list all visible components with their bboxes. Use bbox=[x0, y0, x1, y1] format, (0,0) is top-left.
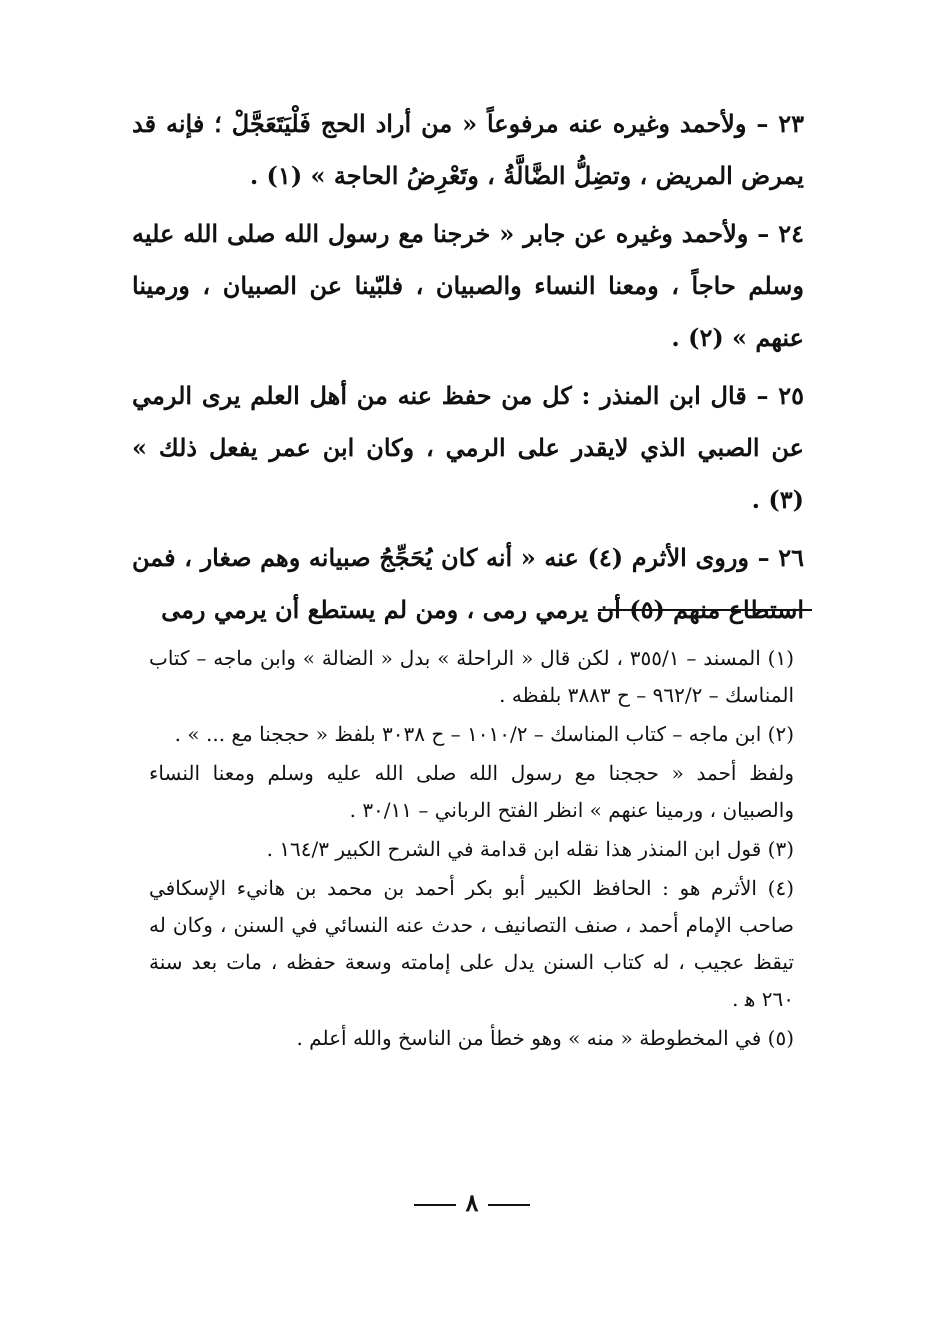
page-number-value: ٨ bbox=[465, 1188, 479, 1217]
page-number-dash-left bbox=[488, 1204, 530, 1206]
footnote-2: (٢) ابن ماجه – كتاب المناسك – ١٠١٠/٢ – ح ٣٠٣٨ بلفظ « حججنا مع ... » . bbox=[174, 722, 794, 746]
paragraph-25: ٢٥ – قال ابن المنذر : كل من حفظ عنه من أهل العلم يرى الرمي عن الصبي الذي لايقدر على الرمي ، وكان ابن عمر يفعل ذلك » (٣) . bbox=[132, 381, 804, 514]
page-number bbox=[0, 1188, 944, 1217]
page-number-dash-right bbox=[414, 1204, 456, 1206]
footnote-4: (٤) الأثرم هو : الحافظ الكبير أبو بكر أحمد بن محمد بن هانيء الإسكافي صاحب الإمام أحمد ، صنف التصانيف ، حدث عنه النسائي في السنن ، وكان له تيقظ عجيب ، له كتاب السنن يدل على إمامته وسعة حفظه ، مات بعد سنة ٢٦٠ ﻫ . bbox=[149, 876, 794, 1011]
paragraph-24: ٢٤ – ولأحمد وغيره عن جابر « خرجنا مع رسول الله صلى الله عليه وسلم حاجاً ، ومعنا النساء والصبيان ، فلبّينا عن الصبيان ، ورمينا عنهم » (٢) . bbox=[132, 219, 804, 352]
footnotes bbox=[149, 640, 794, 1059]
footnote-2-continued: ولفظ أحمد « حججنا مع رسول الله صلى الله عليه وسلم ومعنا النساء والصبيان ، ورمينا عنهم » انظر الفتح الرباني – ٣٠/١١ . bbox=[149, 761, 794, 822]
paragraph-26: ٢٦ – وروى الأثرم (٤) عنه « أنه كان يُحَجِّجُ صبيانه وهم صغار ، فمن استطاع منهم (٥) أن يرمي رمى ، ومن لم يستطع أن يرمي رمى bbox=[132, 543, 804, 624]
footnote-1: (١) المسند – ٣٥٥/١ ، لكن قال « الراحلة » بدل « الضالة » وابن ماجه – كتاب المناسك – ٩٦٢/٢ – ح ٣٨٨٣ بلفظه . bbox=[149, 646, 795, 707]
paragraph-23: ٢٣ – ولأحمد وغيره عنه مرفوعاً « من أراد الحج فَلْيَتَعَجَّلْ ؛ فإنه قد يمرض المريض ، وتضِلُّ الضَّالَّةُ ، وتَعْرِضُ الحاجة » (١) . bbox=[132, 109, 804, 190]
footnote-divider bbox=[598, 609, 812, 611]
main-text bbox=[132, 98, 804, 642]
footnote-3: (٣) قول ابن المنذر هذا نقله ابن قدامة في الشرح الكبير ١٦٤/٣ . bbox=[266, 837, 794, 861]
footnote-5: (٥) في المخطوطة « منه » وهو خطأ من الناسخ والله أعلم . bbox=[296, 1026, 794, 1050]
